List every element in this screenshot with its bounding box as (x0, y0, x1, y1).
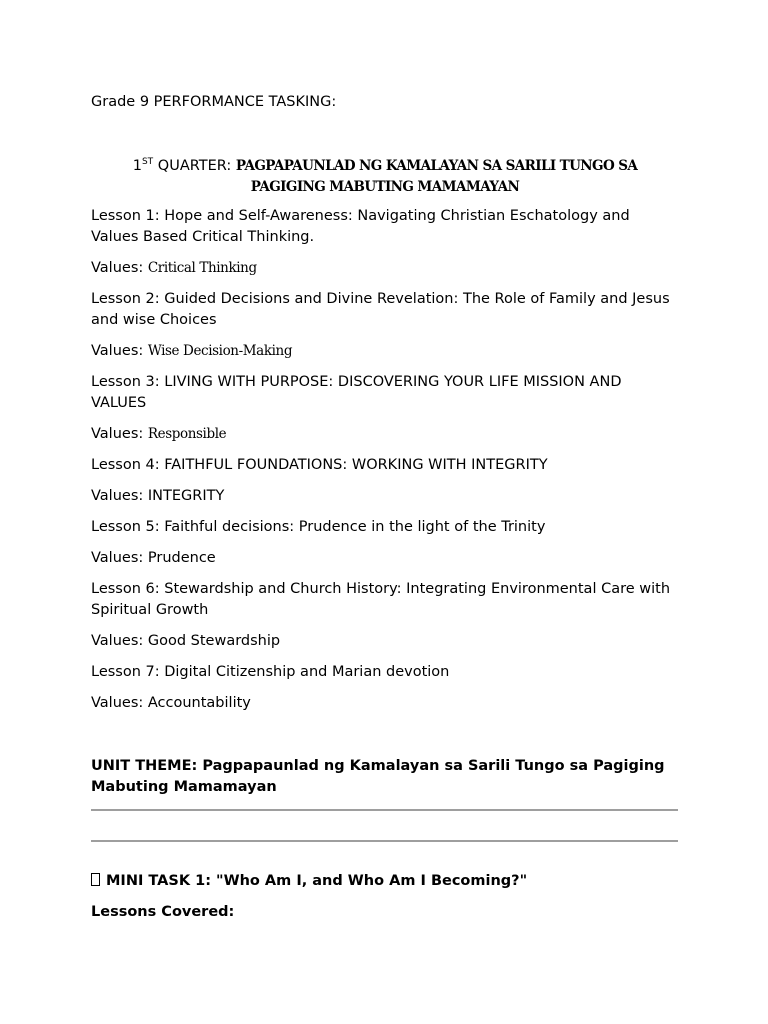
lesson-4-value: INTEGRITY (147, 488, 225, 504)
lesson-1-title: Lesson 1: Hope and Self-Awareness: Navigating Christian Eschatology and Values Based Critical Thinking. (91, 208, 630, 245)
lesson-1-values (91, 258, 679, 279)
lesson-6-value: Good Stewardship (147, 633, 281, 649)
lesson-2-values (91, 341, 679, 362)
values-label: Values: (91, 260, 148, 276)
lessons-covered-label: Lessons Covered: (91, 904, 235, 920)
lesson-list (91, 206, 679, 724)
missing-glyph-icon (91, 873, 100, 886)
quarter-title-line-2: PAGIGING MABUTING MAMAMAYAN (250, 179, 520, 195)
lesson-6-title: Lesson 6: Stewardship and Church History: Integrating Environmental Care with Spiritual Growth (91, 581, 671, 618)
quarter-number: 1 (132, 158, 142, 174)
horizontal-divider (91, 840, 678, 842)
document-title: Grade 9 PERFORMANCE TASKING: (91, 94, 337, 110)
quarter-title-line-1: PAGPAPAUNLAD NG KAMALAYAN SA SARILI TUNGO SA (235, 158, 638, 174)
values-label: Values: (91, 695, 148, 711)
quarter-ordinal-suffix: ST (141, 157, 154, 167)
lesson-4-values (91, 486, 679, 507)
lesson-7-value: Accountability (147, 695, 251, 711)
horizontal-divider (91, 809, 678, 811)
lesson-6-values (91, 631, 679, 652)
lesson-7-title: Lesson 7: Digital Citizenship and Marian devotion (91, 664, 450, 680)
mini-task-heading (91, 871, 527, 892)
lesson-3-value: Responsible (147, 426, 227, 442)
lesson-2-title: Lesson 2: Guided Decisions and Divine Revelation: The Role of Family and Jesus and wise Choices (91, 291, 670, 328)
lesson-1-value: Critical Thinking (147, 260, 257, 276)
lesson-3-title: Lesson 3: LIVING WITH PURPOSE: DISCOVERING YOUR LIFE MISSION AND VALUES (91, 374, 622, 411)
lesson-4-title: Lesson 4: FAITHFUL FOUNDATIONS: WORKING WITH INTEGRITY (91, 457, 548, 473)
values-label: Values: (91, 426, 148, 442)
lesson-5-values (91, 548, 679, 569)
lesson-5-title: Lesson 5: Faithful decisions: Prudence in the light of the Trinity (91, 519, 546, 535)
unit-theme: UNIT THEME: Pagpapaunlad ng Kamalayan sa Sarili Tungo sa Pagiging Mabuting Mamamayan (91, 758, 665, 795)
values-label: Values: (91, 343, 148, 359)
mini-task-title: MINI TASK 1: "Who Am I, and Who Am I Becoming?" (106, 873, 528, 889)
lesson-7-values (91, 693, 679, 714)
lesson-3-values (91, 424, 679, 445)
quarter-heading (91, 154, 679, 198)
values-label: Values: (91, 488, 148, 504)
lesson-2-value: Wise Decision-Making (147, 343, 293, 359)
values-label: Values: (91, 550, 148, 566)
quarter-label: QUARTER: (153, 158, 236, 174)
lesson-5-value: Prudence (147, 550, 216, 566)
values-label: Values: (91, 633, 148, 649)
